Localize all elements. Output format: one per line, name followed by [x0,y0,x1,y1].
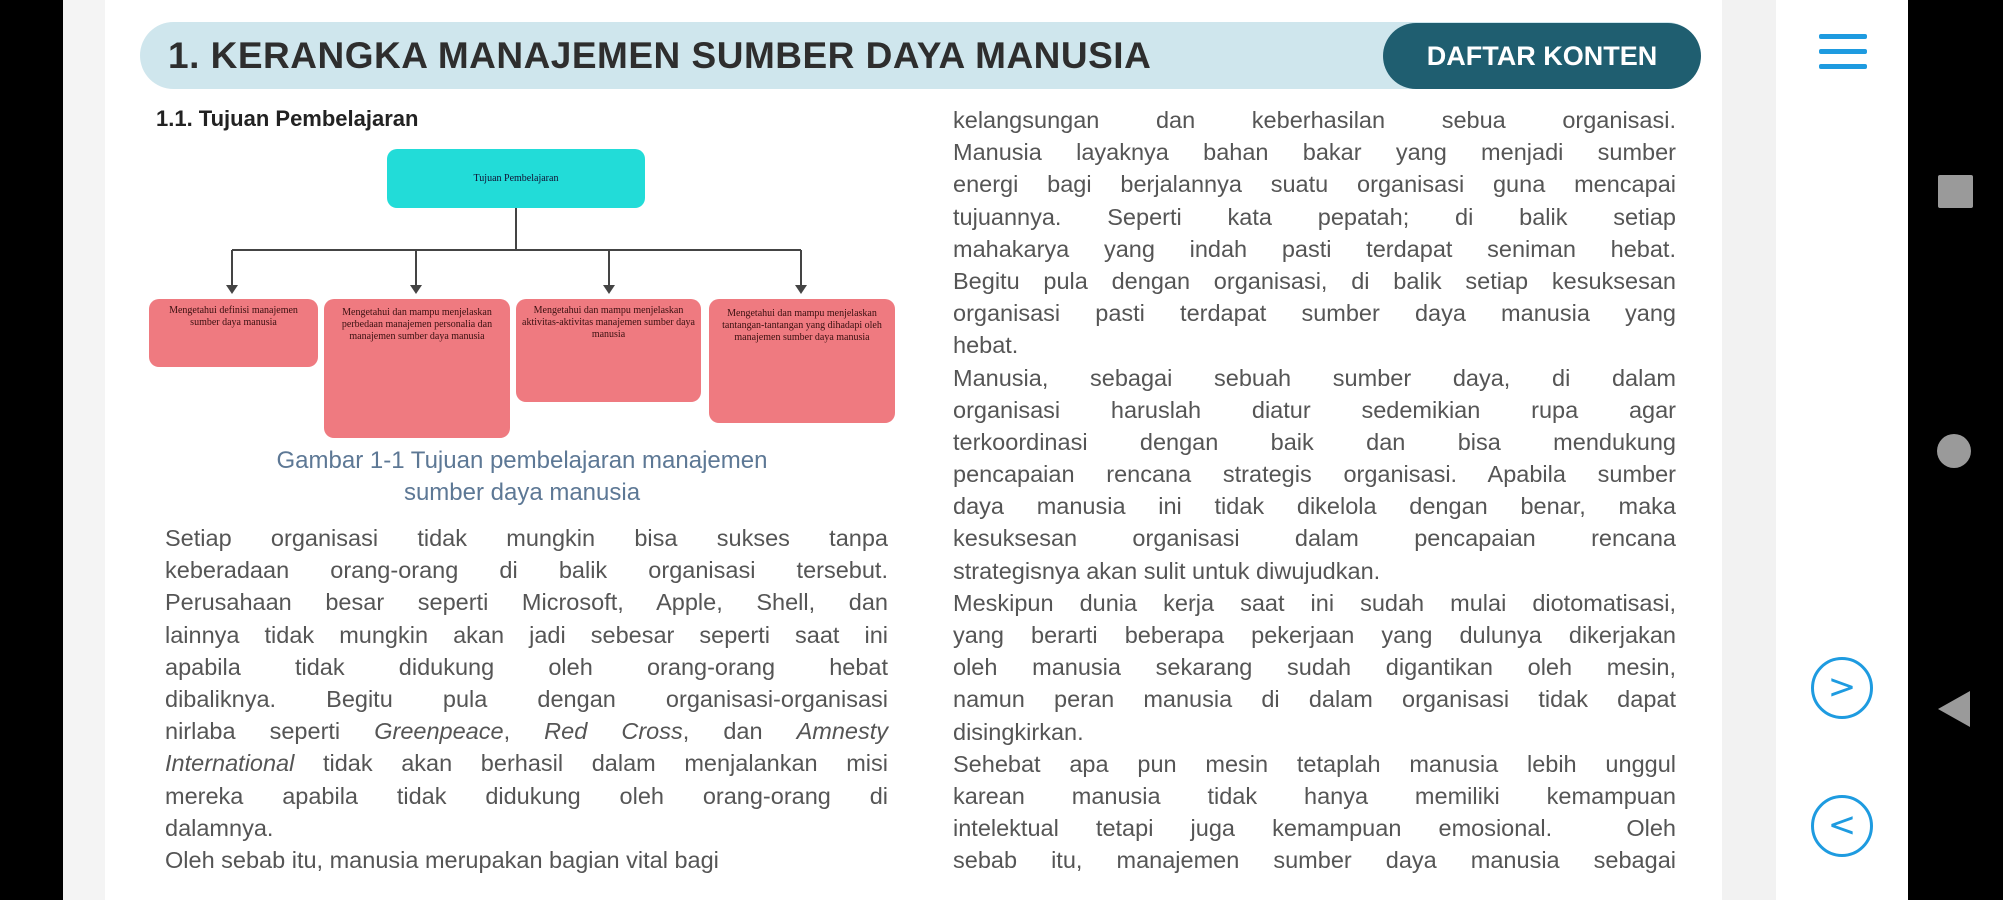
text-line [953,201,1676,233]
text-segment: Oleh sebab itu, manusia merupakan bagian vital bagi [165,846,719,873]
caption-line: Gambar 1-1 Tujuan pembelajaran manajemen [276,447,768,474]
text-line [953,394,1676,426]
text-line [953,619,1676,651]
diagram-root-node: Tujuan Pembelajaran [387,149,645,208]
figure-caption [180,445,864,509]
reader-sidebar [1776,0,1908,900]
text-segment: Meskipun dunia kerja saat ini sudah mulai diotomatisasi, [953,589,1676,616]
text-line [953,426,1676,458]
arrowhead [603,285,615,294]
text-segment: energi bagi berjalannya suatu organisasi guna mencapai [953,171,1676,198]
arrowhead [226,285,238,294]
text-segment: karean manusia tidak hanya memiliki kemampuan [953,782,1676,809]
text-line [953,587,1676,619]
text-line [953,716,1676,748]
text-segment: hebat. [953,332,1019,359]
text-line [953,265,1676,297]
page-gutter [1722,0,1776,900]
text-segment: yang berarti beberapa pekerjaan yang dulunya dikerjakan [953,622,1676,648]
text-segment: dibaliknya. Begitu pula dengan organisasi-organisasi [165,685,888,712]
arrowhead [410,285,422,294]
text-segment: strategisnya akan sulit untuk diwujudkan. [953,557,1381,584]
text-line [165,522,888,554]
recents-square-icon[interactable] [1938,175,1973,208]
text-line [953,812,1676,844]
text-segment: keberadaan orang-orang di balik organisasi tersebut. [165,557,888,584]
text-segment: daya manusia ini tidak dikelola dengan benar, maka [953,493,1676,520]
chevron-right-icon: > [1827,667,1857,707]
text-line [165,747,888,779]
text-segment: terkoordinasi dengan baik dan bisa mendukung [953,428,1676,455]
text-line [953,362,1676,394]
text-segment: Perusahaan besar seperti Microsoft, Apple, Shell, dan [165,589,888,616]
text-segment: , dan [682,718,797,745]
text-segment: Manusia layaknya bahan bakar yang menjadi sumber [953,139,1676,166]
text-segment: Manusia, sebagai sebuah sumber daya, di dalam [953,364,1676,391]
text-line [165,715,888,747]
arrowhead [795,285,807,294]
text-line [165,844,888,876]
right-text-column [953,104,1676,877]
text-segment: Setiap organisasi tidak mungkin bisa sukses tanpa [165,525,888,551]
text-line [953,168,1676,200]
hamburger-icon[interactable] [1819,34,1867,70]
text-segment: pencapaian rencana strategis organisasi. Apabila sumber [953,461,1676,488]
diagram-child-node: Mengetahui definisi manajemen sumber daya manusia [149,299,318,367]
text-line [953,555,1676,587]
text-segment: disingkirkan. [953,718,1084,745]
text-segment: lainnya tidak mungkin akan jadi sebesar seperti saat ini [165,621,888,648]
text-line [953,458,1676,490]
text-line [165,554,888,586]
diagram-child-node: Mengetahui dan mampu menjelaskan aktivitas-aktivitas manajemen sumber daya manusia [516,299,701,402]
diagram-child-node: Mengetahui dan mampu menjelaskan perbedaan manajemen personalia dan manajemen sumber daya manusia [324,299,510,438]
text-line [953,651,1676,683]
text-line [165,780,888,812]
text-segment: nirlaba seperti [165,718,375,745]
text-segment: kelangsungan dan keberhasilan sebua organisasi. [953,107,1676,133]
next-page-button[interactable] [1811,657,1873,719]
text-line [165,651,888,683]
text-segment: oleh manusia sekarang sudah digantikan oleh mesin, [953,654,1676,681]
text-line [953,490,1676,522]
table-of-contents-button[interactable]: DAFTAR KONTEN [1383,23,1701,89]
text-segment: tujuannya. Seperti kata pepatah; di balik setiap [953,203,1676,230]
caption-line: sumber daya manusia [403,479,641,506]
text-line [165,683,888,715]
text-segment: organisasi haruslah diatur sedemikian rupa agar [953,396,1676,423]
text-line [953,683,1676,715]
text-line [953,233,1676,265]
home-circle-icon[interactable] [1937,434,1971,468]
text-segment: kesuksesan organisasi dalam pencapaian rencana [953,525,1676,552]
text-line [953,329,1676,361]
text-line [953,104,1676,136]
text-segment: apabila tidak didukung oleh orang-orang hebat [165,653,888,680]
text-line [953,780,1676,812]
diagram-child-node: Mengetahui dan mampu menjelaskan tantangan-tantangan yang dihadapi oleh manajemen sumber daya manusia [709,299,895,423]
text-segment: namun peran manusia di dalam organisasi tidak dapat [953,686,1676,713]
text-segment: tidak akan berhasil dalam menjalankan misi [294,750,888,777]
italic-text: Greenpeace [374,718,504,745]
text-line [953,748,1676,780]
previous-page-button[interactable] [1811,795,1873,857]
text-line [953,522,1676,554]
back-triangle-icon[interactable] [1938,691,1970,727]
italic-text: Amnesty [796,718,889,745]
text-segment: sebab itu, manajemen sumber daya manusia sebagai [953,847,1676,874]
text-line [953,136,1676,168]
chevron-left-icon: < [1827,805,1857,845]
text-segment: , [503,718,545,745]
text-segment: organisasi pasti terdapat sumber daya manusia yang [953,300,1676,327]
section-heading: 1.1. Tujuan Pembelajaran [156,106,419,131]
chapter-title: 1. KERANGKA MANAJEMEN SUMBER DAYA MANUSIA [168,35,1152,76]
text-segment: dalamnya. [165,814,274,841]
text-line [953,297,1676,329]
text-segment: mereka apabila tidak didukung oleh orang-orang di [165,782,888,809]
text-line [165,619,888,651]
italic-text: Red Cross [544,718,683,745]
text-line [165,586,888,618]
text-segment: Begitu pula dengan organisasi, di balik setiap kesuksesan [953,267,1676,294]
left-text-column [165,522,888,876]
text-segment: intelektual tetapi juga kemampuan emosional. Oleh [953,815,1676,842]
italic-text: International [165,750,295,777]
text-segment: mahakarya yang indah pasti terdapat seniman hebat. [953,235,1676,262]
text-line [953,844,1676,876]
text-line [165,812,888,844]
text-segment: Sehebat apa pun mesin tetaplah manusia lebih unggul [953,750,1676,777]
